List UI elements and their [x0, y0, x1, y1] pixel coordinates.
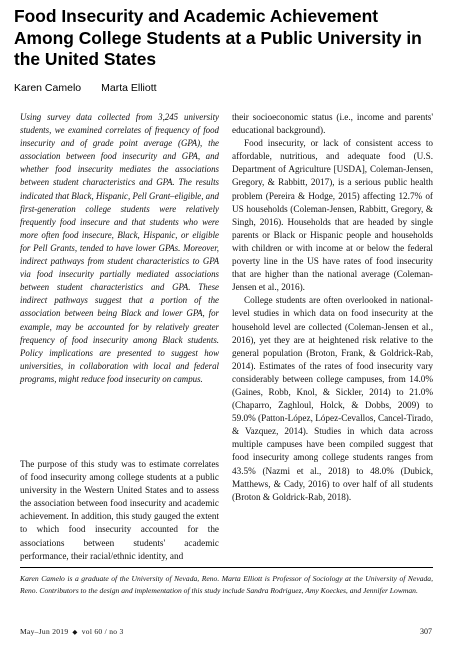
diamond-separator-icon: ◆ [72, 629, 78, 636]
footnote-divider [20, 567, 433, 568]
page-number: 307 [420, 627, 432, 636]
issue-date: May–Jun 2019 [20, 627, 69, 636]
right-column-body [232, 111, 433, 504]
author-name: Marta Elliott [101, 82, 157, 94]
volume-number: vol 60 / no 3 [81, 627, 124, 636]
author-footnote: Karen Camelo is a graduate of the University of Nevada, Reno. Marta Elliott is Professor of Sociology at the University of Nevada, Reno. Contributors to the design and implementation of this study include Sandra Rodriguez, Amy Koeckes, and Jennifer Lowman. [20, 574, 433, 595]
body-paragraph: their socioeconomic status (i.e., income and parents' educational background). [232, 112, 433, 136]
author-list [14, 82, 157, 94]
body-paragraph: College students are often overlooked in national-level studies in which data on food insecurity at the household level are collected (Coleman-Jensen et al., 2016), yet they are at heightened risk relative to the general population (Broton, Frank, & Goldrick-Rab, 2014). Estimates of the rates of food insecurity vary considerably between college campuses, from 14.0% (Gaines, Robb, Knol, & Sickler, 2014) to 21.0% (Chaparro, Zaghloul, Holck, & Dobbs, 2009) to 59.0% (Patton-López, López-Cevallos, Cancel-Tirado, & Vazquez, 2014). Studies in which data across multiple campuses have been compiled suggest that food insecurity among college students ranges from 43.5% (Nazmi et al., 2018) to 48.0% (Dubick, Matthews, & Cady, 2016) to over half of all students (Broton & Goldrick-Rab, 2018). [232, 295, 433, 502]
introduction-paragraph: The purpose of this study was to estimate correlates of food insecurity among college students at a public university in the Western United States and to assess the association between food insecurity and academic achievement. In addition, this study gauged the extent to which food insecurity accounted for the associations between students' academic performance, their racial/ethnic identity, and [20, 459, 219, 561]
author-name: Karen Camelo [14, 82, 82, 94]
abstract: Using survey data collected from 3,245 university students, we examined correlates of frequency of food insecurity and of grade point average (GPA), the association between food insecurity and GPA, and whether food insecurity mediates the associations between student characteristics and GPA. The results indicated that Black, Hispanic, Pell Grant–eligible, and first-generation college students were relatively frequently food insecure and that students who were more often food insecure, Black, Hispanic, or eligible for Pell Grants, tended to have lower GPAs. Moreover, indirect pathways from student characteristics to GPA via food insecurity partially mediated associations between student characteristics and GPA. These indirect pathways suggest that a portion of the association between being Black and lower GPA, for example, may be accounted for by relatively greater frequency of food insecurity among Black students. Policy implications are presented to suggest how universities, in collaboration with local and federal programs, might reduce food insecurity on campus. [20, 112, 219, 384]
article-title: Food Insecurity and Academic Achievement Among College Students at a Public University in the United States [14, 6, 422, 69]
body-paragraph: Food insecurity, or lack of consistent access to affordable, nutritious, and adequate food (U.S. Department of Agriculture [USDA], Coleman-Jensen, Gregory, & Rabbitt, 2017), is a serious public health problem (Pereira & Hodge, 2015) affecting 12.7% of US households (Coleman-Jensen, Rabbitt, Gregory, & Singh, 2016). Households that are headed by single parents or Black or Hispanic people and households with children or with income at or below the federal poverty line in the US have rates of food insecurity that are higher than the national average (Coleman-Jensen et al., 2016). [232, 138, 433, 293]
journal-issue-info [20, 627, 124, 636]
